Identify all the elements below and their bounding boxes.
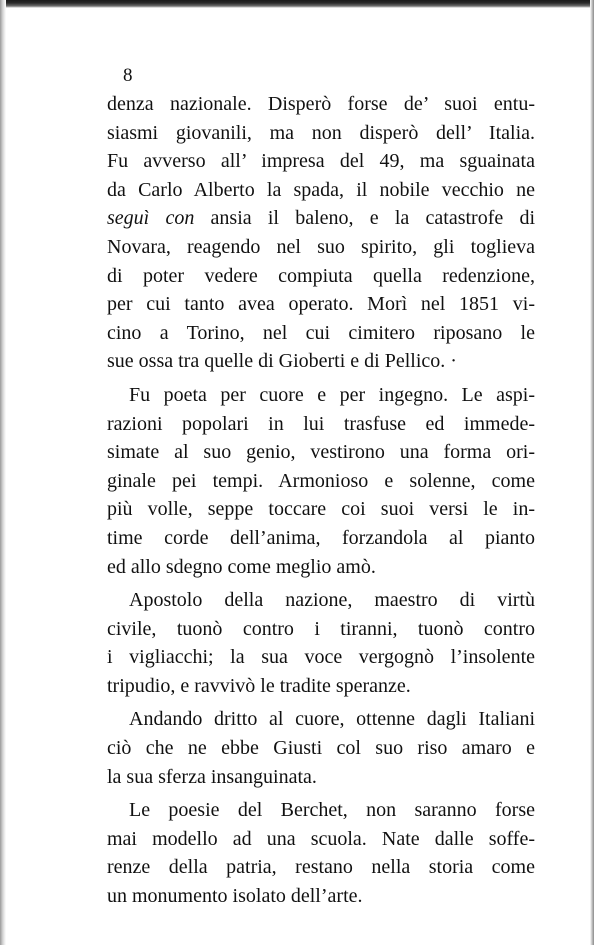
text-line: i vigliacchi; la sua voce vergognò l’insolente (107, 646, 535, 669)
scan-left-edge (0, 0, 6, 945)
text-line: un monumento isolato dell’arte. (107, 885, 363, 908)
text-line: ciò che ne ebbe Giusti col suo riso amaro e (107, 737, 535, 760)
page-text-body (107, 90, 535, 911)
text-line: time corde dell’anima, forzandola al pianto (107, 526, 535, 549)
text-line: razioni popolari in lui trasfuse ed immede- (107, 412, 535, 435)
text-line: Le poesie del Berchet, non saranno forse (129, 799, 535, 822)
text-line: Fu poeta per cuore e per ingegno. Le aspi- (129, 383, 535, 406)
text-line: siasmi giovanili, ma non disperò dell’ Italia. (107, 121, 535, 144)
paragraph (107, 586, 535, 700)
text-line: Andando dritto al cuore, ottenne dagli Italiani (129, 708, 535, 731)
text-line: Apostolo della nazione, maestro di virtù (129, 589, 535, 612)
text-line: seguì con ansia il baleno, e la catastrofe di (107, 207, 536, 230)
text-line: denza nazionale. Disperò forse de’ suoi entu- (107, 93, 535, 115)
text-line: di poter vedere compiuta quella redenzione, (107, 264, 535, 287)
text-line: mai modello ad una scuola. Nate dalle soffe- (107, 827, 535, 850)
paragraph (107, 705, 535, 791)
text-line: la sua sferza insanguinata. (107, 765, 317, 788)
text-line: da Carlo Alberto la spada, il nobile vecchio ne (107, 178, 535, 201)
text-line: per cui tanto avea operato. Morì nel 1851 vi- (107, 293, 535, 316)
text-line: renze della patria, restano nella storia come (107, 856, 535, 879)
paragraph (107, 90, 535, 376)
paragraph (107, 381, 535, 581)
text-line: Fu avverso all’ impresa del 49, ma sguainata (107, 150, 535, 173)
text-line: sue ossa tra quelle di Gioberti e di Pellico. · (107, 350, 457, 373)
text-line: tripudio, e ravvivò le tradite speranze. (107, 674, 411, 697)
text-line: più volle, seppe toccare coi suoi versi le in- (107, 498, 535, 521)
paragraph (107, 796, 535, 910)
text-line: Novara, reagendo nel suo spirito, gli toglieva (107, 235, 535, 258)
scan-top-edge (0, 0, 594, 8)
text-line: ed allo sdegno come meglio amò. (107, 555, 376, 578)
page-number: 8 (123, 65, 133, 86)
text-line: civile, tuonò contro i tiranni, tuonò contro (107, 617, 535, 640)
text-line: simate al suo genio, vestirono una forma ori- (107, 441, 535, 464)
text-line: ginale pei tempi. Armonioso e solenne, come (107, 469, 535, 492)
scan-right-edge (590, 0, 594, 945)
text-line: cino a Torino, nel cui cimitero riposano le (107, 321, 535, 344)
book-page (107, 62, 535, 916)
